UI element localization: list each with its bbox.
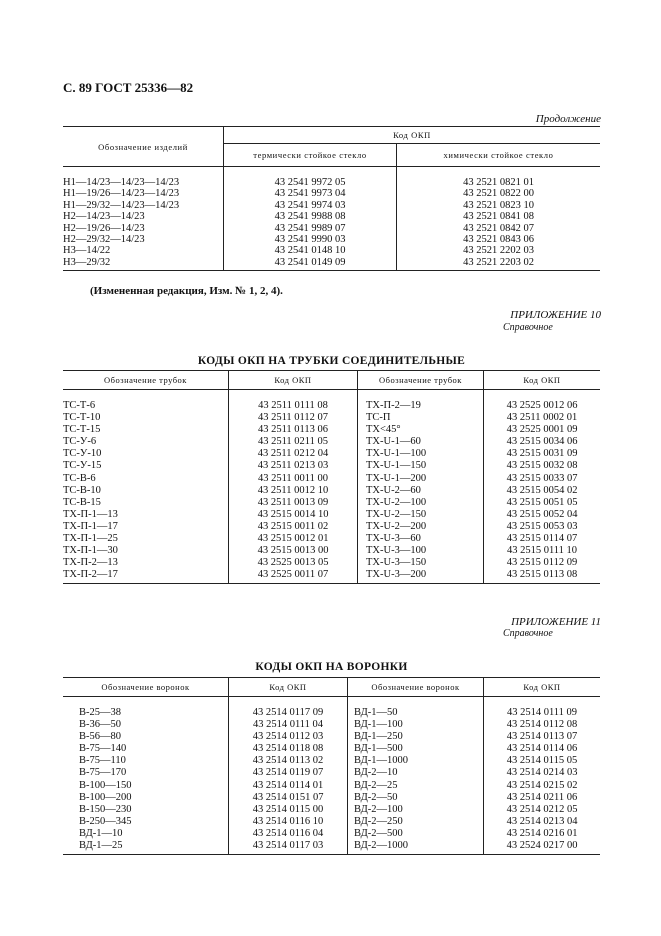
tube-designation-cell: ТС-В-10 [63,484,101,496]
funnel-designation-cell: В-25—38 [79,707,121,718]
funnel-code-cell: 43 2514 0111 04 [229,719,348,731]
column-header-funnels: Обозначение воронок [63,678,229,697]
tube-designation-cell: ТХ-П-1—17 [63,520,118,532]
column-header-okp: Код ОКП [229,678,348,697]
funnels-code-table [63,677,600,855]
tube-designation-cell: ТХ-U-1—150 [358,460,484,472]
tube-designation-cell: ТХ-U-2—150 [358,509,484,521]
funnel-code-cell: 43 2514 0118 08 [229,743,348,755]
table-row [63,719,600,731]
table-row [63,412,600,424]
tube-designation-cell: ТХ-U-2—60 [358,485,484,497]
table-row [63,545,600,557]
column-header-funnels-2: Обозначение воронок [348,678,484,697]
funnel-code-cell: 43 2514 0117 09 [229,697,348,720]
product-designation-cell: Н2—14/23—14/23 [63,211,145,223]
table-row [63,485,600,497]
product-designation-cell: Н3—29/32 [63,257,224,271]
thermal-code-cell: 43 2541 0148 10 [224,245,397,256]
tube-designation-cell: ТС-Т-15 [63,424,101,436]
funnel-designation-cell: В-100—150 [79,779,132,791]
table-row [63,697,600,720]
tube-designation-cell: ТС-П [358,412,484,424]
table-row [63,840,600,855]
tube-code-cell: 43 2515 0114 07 [484,533,601,545]
funnel-designation-cell: В-100—200 [79,791,132,803]
page-header: С. 89 ГОСТ 25336—82 [63,80,194,95]
tube-designation-cell: ТС-Т-6 [63,400,96,411]
tube-code-cell: 43 2515 0013 00 [229,545,358,557]
funnel-code-cell: 43 2514 0116 04 [229,828,348,840]
table-row [63,533,600,545]
funnel-designation-cell: В-75—110 [79,755,126,767]
funnel-designation-cell: ВД-1—25 [63,840,229,855]
tube-code-cell: 43 2511 0012 10 [229,485,358,497]
funnel-code-cell: 43 2514 0212 05 [484,804,601,816]
appendix-10-title: КОДЫ ОКП НА ТРУБКИ СОЕДИНИТЕЛЬНЫЕ [197,355,466,367]
tube-code-cell: 43 2511 0013 09 [229,497,358,509]
table-row [63,390,600,413]
thermal-code-cell: 43 2541 9973 04 [224,188,397,199]
tube-code-cell: 43 2525 0012 06 [484,390,601,413]
funnel-code-cell: 43 2514 0112 03 [229,731,348,743]
funnel-code-cell: 43 2514 0213 04 [484,816,601,828]
tube-code-cell: 43 2511 0212 04 [229,448,358,460]
funnel-code-cell: 43 2514 0116 10 [229,816,348,828]
tube-code-cell: 43 2515 0032 08 [484,460,601,472]
tube-code-cell: 43 2515 0113 08 [484,569,601,584]
table-row [63,211,600,222]
column-header-thermal-glass: термически стойкое стекло [224,144,397,167]
table-row [63,200,600,211]
tube-code-cell: 43 2515 0112 09 [484,557,601,569]
column-header-okp: Код ОКП [229,371,358,390]
tube-code-cell: 43 2511 0011 00 [229,473,358,485]
funnel-designation-cell: В-150—230 [79,803,132,815]
funnel-designation-cell: ВД-2—25 [348,780,484,792]
column-header-products: Обозначение изделий [63,127,224,167]
funnel-designation-cell: В-56—80 [79,731,121,743]
tube-designation-cell: ТС-Т-10 [63,412,101,424]
tube-designation-cell: ТС-У-6 [63,436,97,448]
chemical-code-cell: 43 2521 2202 03 [397,245,601,256]
funnel-code-cell: 43 2514 0114 06 [484,743,601,755]
funnel-code-cell: 43 2524 0217 00 [484,840,601,855]
products-code-table [63,126,600,271]
tube-code-cell: 43 2515 0011 02 [229,521,358,533]
funnel-designation-cell: ВД-1—250 [348,731,484,743]
funnel-designation-cell: ВД-2—100 [348,804,484,816]
table-row [63,731,600,743]
table-row [63,497,600,509]
tube-code-cell: 43 2515 0054 02 [484,485,601,497]
funnel-designation-cell: В-75—140 [79,743,127,755]
tube-code-cell: 43 2511 0112 07 [229,412,358,424]
chemical-code-cell: 43 2521 0843 06 [397,234,601,245]
funnel-designation-cell: ВД-1—500 [348,743,484,755]
funnel-designation-cell: ВД-1—1000 [348,755,484,767]
funnel-designation-cell: ВД-1—100 [348,719,484,731]
chemical-code-cell: 43 2521 0841 08 [397,211,601,222]
tube-code-cell: 43 2515 0111 10 [484,545,601,557]
tube-designation-cell: ТХ-U-3—60 [358,533,484,545]
funnel-code-cell: 43 2514 0119 07 [229,767,348,779]
funnel-designation-cell: ВД-1—50 [348,697,484,720]
funnel-code-cell: 43 2514 0117 03 [229,840,348,855]
product-designation-cell: Н1—29/32—14/23—14/23 [63,199,180,211]
thermal-code-cell: 43 2541 0149 09 [224,257,397,271]
tube-code-cell: 43 2511 0211 05 [229,436,358,448]
continuation-label: Продолжение [535,113,601,125]
table-row [63,234,600,245]
column-header-tubes: Обозначение трубок [63,371,229,390]
tube-code-cell: 43 2515 0014 10 [229,509,358,521]
tube-designation-cell: ТХ-П-1—25 [63,533,118,545]
funnel-code-cell: 43 2514 0216 01 [484,828,601,840]
funnel-code-cell: 43 2514 0111 09 [484,697,601,720]
funnel-code-cell: 43 2514 0115 05 [484,755,601,767]
tube-designation-cell: ТХ-U-3—150 [358,557,484,569]
product-designation-cell: Н3—14/22 [63,245,111,257]
thermal-code-cell: 43 2541 9990 03 [224,234,397,245]
table-row [63,816,600,828]
tube-designation-cell: ТС-В-6 [63,472,96,484]
tube-code-cell: 43 2515 0012 01 [229,533,358,545]
table-row [63,557,600,569]
tube-code-cell: 43 2511 0002 01 [484,412,601,424]
tube-designation-cell: ТХ-П-2—19 [358,390,484,413]
table-row [63,188,600,199]
tube-designation-cell: ТХ-П-2—17 [63,569,229,584]
table-row [63,792,600,804]
tube-code-cell: 43 2511 0113 06 [229,424,358,436]
tube-code-cell: 43 2511 0111 08 [229,390,358,413]
product-designation-cell: Н2—29/32—14/23 [63,234,145,246]
funnel-code-cell: 43 2514 0214 03 [484,767,601,779]
tube-code-cell: 43 2525 0011 07 [229,569,358,584]
tube-code-cell: 43 2515 0033 07 [484,473,601,485]
tube-designation-cell: ТС-У-15 [63,460,102,472]
funnel-code-cell: 43 2514 0151 07 [229,792,348,804]
chemical-code-cell: 43 2521 2203 02 [397,257,601,271]
product-designation-cell: Н1—19/26—14/23—14/23 [63,188,180,200]
thermal-code-cell: 43 2541 9989 07 [224,223,397,234]
funnel-designation-cell: ВД-2—50 [348,792,484,804]
tube-code-cell: 43 2515 0053 03 [484,521,601,533]
table-row [63,743,600,755]
table-row [63,436,600,448]
funnel-designation-cell: В-36—50 [79,719,121,731]
appendix-10-subtitle: Справочное [503,322,553,333]
funnel-designation-cell: ВД-2—10 [348,767,484,779]
table-row [63,521,600,533]
table-row [63,473,600,485]
table-row [63,424,600,436]
funnel-code-cell: 43 2514 0113 07 [484,731,601,743]
table-row [63,804,600,816]
chemical-code-cell: 43 2521 0822 00 [397,188,601,199]
tube-designation-cell: ТХ-U-1—100 [358,448,484,460]
table-row [63,755,600,767]
tube-designation-cell: ТХ-U-3—200 [358,569,484,584]
tube-designation-cell: ТХ-U-1—200 [358,473,484,485]
funnel-designation-cell: ВД-1—10 [79,827,123,839]
table-row [63,828,600,840]
funnel-code-cell: 43 2514 0112 08 [484,719,601,731]
tube-designation-cell: ТС-У-10 [63,448,102,460]
table-row [63,167,600,189]
tubes-code-table [63,370,600,584]
funnel-designation-cell: В-75—170 [79,767,127,779]
column-header-chemical-glass: химически стойкое стекло [397,144,601,167]
appendix-11-label: ПРИЛОЖЕНИЕ 11 [511,616,601,628]
tube-designation-cell: ТС-В-15 [63,496,101,508]
table-row [63,448,600,460]
funnel-code-cell: 43 2514 0215 02 [484,780,601,792]
product-designation-cell: Н1—14/23—14/23—14/23 [63,177,180,188]
tube-designation-cell: ТХ-П-1—30 [63,545,118,557]
tube-code-cell: 43 2515 0052 04 [484,509,601,521]
tube-designation-cell: ТХ-U-2—100 [358,497,484,509]
funnel-code-cell: 43 2514 0114 01 [229,780,348,792]
thermal-code-cell: 43 2541 9972 05 [224,167,397,189]
tube-designation-cell: ТХ-П-1—13 [63,508,118,520]
funnel-code-cell: 43 2514 0211 06 [484,792,601,804]
tube-designation-cell: ТХ<45° [358,424,484,436]
tube-code-cell: 43 2515 0031 09 [484,448,601,460]
table-row [63,509,600,521]
tube-code-cell: 43 2525 0001 09 [484,424,601,436]
tube-code-cell: 43 2515 0051 05 [484,497,601,509]
column-header-okp-2: Код ОКП [484,371,601,390]
product-designation-cell: Н2—19/26—14/23 [63,222,145,234]
thermal-code-cell: 43 2541 9988 08 [224,211,397,222]
column-header-tubes-2: Обозначение трубок [358,371,484,390]
tube-code-cell: 43 2515 0034 06 [484,436,601,448]
table-row [63,460,600,472]
column-header-okp-2: Код ОКП [484,678,601,697]
column-header-okp-group: Код ОКП [224,127,601,144]
chemical-code-cell: 43 2521 0823 10 [397,200,601,211]
funnel-designation-cell: ВД-2—250 [348,816,484,828]
funnel-designation-cell: В-250—345 [79,815,132,827]
amendment-note: (Измененная редакция, Изм. № 1, 2, 4). [90,285,283,297]
thermal-code-cell: 43 2541 9974 03 [224,200,397,211]
table-row [63,569,600,584]
tube-code-cell: 43 2511 0213 03 [229,460,358,472]
table-row [63,223,600,234]
tube-designation-cell: ТХ-U-1—60 [358,436,484,448]
tube-code-cell: 43 2525 0013 05 [229,557,358,569]
tube-designation-cell: ТХ-П-2—13 [63,557,118,569]
appendix-11-title: КОДЫ ОКП НА ВОРОНКИ [255,661,408,673]
tube-designation-cell: ТХ-U-3—100 [358,545,484,557]
funnel-designation-cell: ВД-2—500 [348,828,484,840]
chemical-code-cell: 43 2521 0821 01 [397,167,601,189]
tube-designation-cell: ТХ-U-2—200 [358,521,484,533]
funnel-code-cell: 43 2514 0115 00 [229,804,348,816]
chemical-code-cell: 43 2521 0842 07 [397,223,601,234]
funnel-code-cell: 43 2514 0113 02 [229,755,348,767]
funnel-designation-cell: ВД-2—1000 [348,840,484,855]
table-row [63,257,600,271]
table-row [63,767,600,779]
appendix-10-label: ПРИЛОЖЕНИЕ 10 [510,309,601,321]
appendix-11-subtitle: Справочное [503,628,553,639]
table-row [63,245,600,256]
table-row [63,780,600,792]
